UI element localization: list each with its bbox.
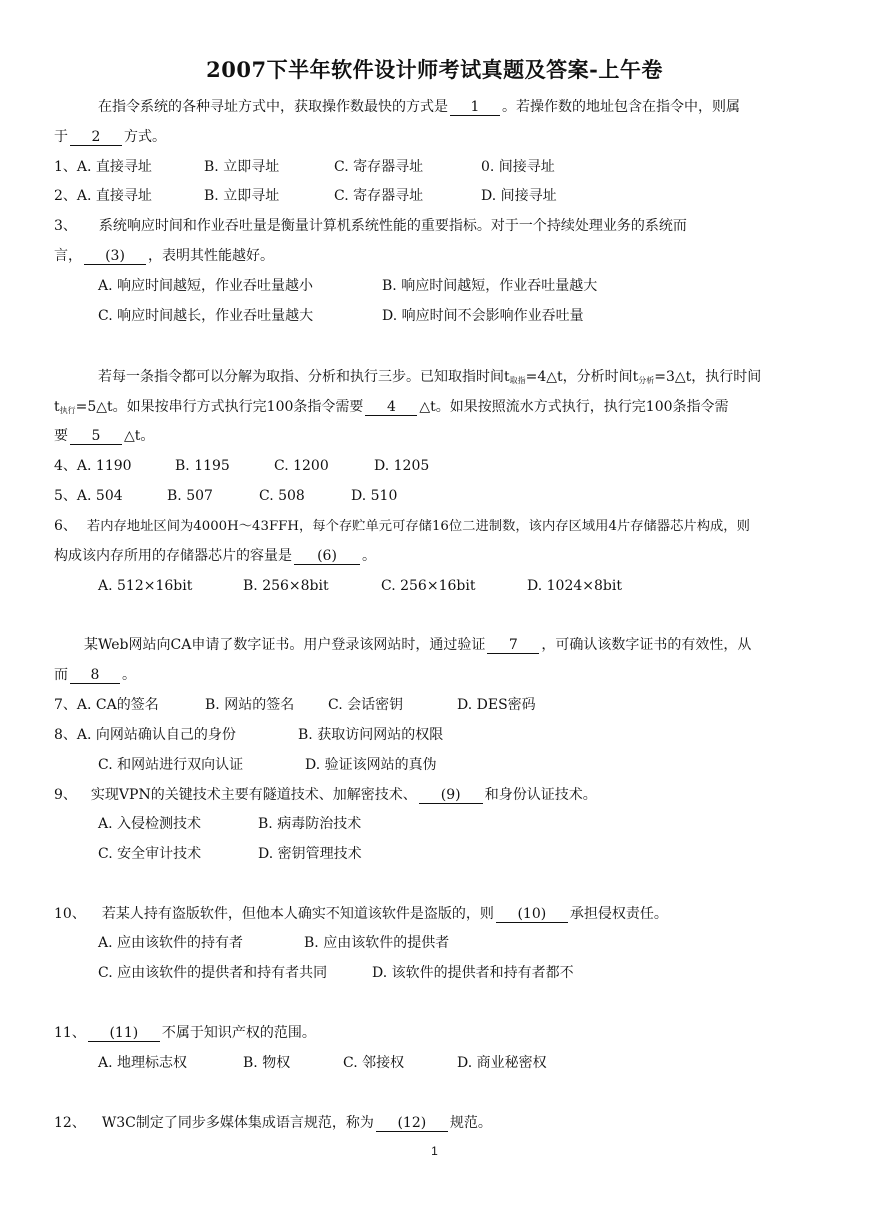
q1-2-intro-line1 [98, 97, 740, 117]
option-d: D. 间接寻址 [481, 188, 557, 204]
option-c: C. 安全审计技术 [98, 846, 202, 862]
question-number: 5、 [54, 488, 77, 504]
question-12-stem [54, 1113, 492, 1133]
question-number: 9、 [54, 787, 77, 803]
answer-blank-2: 2 [70, 129, 122, 146]
option-b: B. 响应时间越短，作业吞吐量越大 [382, 278, 598, 294]
q1-2-intro-line2 [54, 127, 166, 147]
option-c: C. 邻接权 [343, 1055, 405, 1071]
question-11-stem [54, 1023, 316, 1043]
option-a: A. 1190 [76, 458, 132, 474]
option-c: C. 应由该软件的提供者和持有者共同 [98, 965, 328, 981]
option-d: D. DES密码 [457, 697, 536, 713]
question-text: 和身份认证技术。 [484, 787, 597, 803]
question-text: 言， [54, 248, 82, 264]
option-c: C. 响应时间越长，作业吞吐量越大 [98, 308, 314, 324]
question-number: 11、 [54, 1025, 86, 1041]
intro-text: 而 [54, 667, 68, 683]
answer-blank-11: (11) [88, 1025, 160, 1042]
intro-text: =5△t。如果按串行方式执行完100条指令需要 [75, 399, 364, 415]
option-b: B. 256×8bit [243, 578, 329, 594]
option-a: A. 向网站确认自己的身份 [76, 727, 236, 743]
option-b: B. 立即寻址 [204, 159, 280, 175]
answer-blank-12: (12) [376, 1115, 448, 1132]
question-text: 。 [362, 548, 376, 564]
option-b: B. 病毒防治技术 [258, 816, 362, 832]
q4-5-intro-line2 [54, 397, 729, 421]
intro-text: △t。 [124, 428, 155, 444]
option-c: C. 会话密钥 [328, 697, 404, 713]
intro-text: 。 [122, 667, 136, 683]
question-number: 4、 [54, 458, 77, 474]
option-d: D. 1205 [374, 458, 430, 474]
option-a: A. 512×16bit [98, 578, 193, 594]
intro-text: 要 [54, 428, 68, 444]
question-number: 2、 [54, 188, 77, 204]
intro-text: △t。如果按照流水方式执行，执行完100条指令需 [419, 399, 729, 415]
option-b: B. 应由该软件的提供者 [304, 935, 450, 951]
option-c: C. 寄存器寻址 [334, 188, 424, 204]
question-text: ，表明其性能越好。 [148, 248, 274, 264]
option-b: B. 1195 [175, 458, 230, 474]
question-7-options [54, 695, 159, 715]
question-9-stem [54, 785, 597, 805]
question-1-options [54, 157, 152, 177]
option-d: D. 1024×8bit [527, 578, 622, 594]
intro-text: 。若操作数的地址包含在指令中，则属 [502, 99, 740, 115]
option-c: C. 256×16bit [381, 578, 476, 594]
intro-text: 若每一条指令都可以分解为取指、分析和执行三步。已知取指时间t [98, 369, 510, 385]
page-number: 1 [431, 1144, 438, 1158]
intro-text: ，可确认该数字证书的有效性，从 [541, 637, 752, 653]
option-a: A. 直接寻址 [76, 159, 152, 175]
question-5-options [54, 486, 123, 506]
option-b: B. 网站的签名 [205, 697, 295, 713]
option-d: D. 验证该网站的真伪 [305, 757, 437, 773]
question-text: 实现VPN的关键技术主要有隧道技术、加解密技术、 [90, 787, 417, 803]
option-b: B. 507 [167, 488, 213, 504]
question-number: 3、 [54, 218, 77, 234]
question-4-options [54, 456, 132, 476]
page-title: 2007下半年软件设计师考试真题及答案-上午卷 [206, 57, 663, 82]
intro-text: t [54, 399, 60, 415]
q4-5-intro-line3 [54, 426, 154, 446]
answer-blank-9: (9) [419, 787, 483, 804]
option-a: A. 入侵检测技术 [98, 816, 202, 832]
question-number: 1、 [54, 159, 77, 175]
intro-text: 在指令系统的各种寻址方式中，获取操作数最快的方式是 [98, 99, 448, 115]
option-b: B. 获取访问网站的权限 [298, 727, 444, 743]
answer-blank-3: (3) [84, 248, 146, 265]
option-b: B. 物权 [243, 1055, 291, 1071]
question-text: W3C制定了同步多媒体集成语言规范，称为 [101, 1115, 374, 1131]
answer-blank-5: 5 [70, 428, 122, 445]
question-2-options [54, 186, 152, 206]
option-a: A. 504 [76, 488, 123, 504]
option-d: D. 响应时间不会影响作业吞吐量 [382, 308, 584, 324]
question-3-stem [54, 216, 687, 236]
intro-text: 于 [54, 129, 68, 145]
question-3-stem-line2 [54, 246, 274, 266]
question-6-stem [54, 516, 750, 537]
option-d: 0. 间接寻址 [481, 159, 555, 175]
question-10-stem [54, 904, 668, 924]
question-8-options [54, 725, 236, 745]
option-c: C. 508 [259, 488, 305, 504]
question-number: 7、 [54, 697, 77, 713]
answer-blank-4: 4 [365, 399, 417, 416]
option-c: C. 和网站进行双向认证 [98, 757, 244, 773]
option-a: A. 直接寻址 [76, 188, 152, 204]
question-text: 构成该内存所用的存储器芯片的容量是 [54, 548, 292, 564]
intro-text: 某Web网站向CA申请了数字证书。用户登录该网站时，通过验证 [84, 637, 486, 653]
subscript: 分析 [638, 376, 655, 385]
q7-8-intro-line1 [84, 635, 751, 655]
answer-blank-6: (6) [294, 548, 360, 565]
question-text: 规范。 [449, 1115, 492, 1131]
question-text: 不属于知识产权的范围。 [161, 1025, 316, 1041]
answer-blank-7: 7 [487, 637, 539, 654]
intro-text: =3△t，执行时间 [654, 369, 762, 385]
question-6-stem-line2 [54, 546, 376, 566]
subscript: 执行 [59, 406, 76, 415]
option-c: C. 1200 [274, 458, 329, 474]
option-b: B. 立即寻址 [204, 188, 280, 204]
option-a: A. CA的签名 [76, 697, 159, 713]
question-text: 若某人持有盗版软件，但他本人确实不知道该软件是盗版的，则 [101, 906, 494, 922]
option-d: D. 密钥管理技术 [258, 846, 362, 862]
question-number: 10、 [54, 906, 86, 922]
q7-8-intro-line2 [54, 665, 136, 685]
answer-blank-8: 8 [70, 667, 120, 684]
option-d: D. 510 [351, 488, 398, 504]
question-text: 系统响应时间和作业吞吐量是衡量计算机系统性能的重要指标。对于一个持续处理业务的系统而 [98, 218, 687, 234]
option-c: C. 寄存器寻址 [334, 159, 424, 175]
option-a: A. 地理标志权 [98, 1055, 188, 1071]
question-text: 承担侵权责任。 [569, 906, 668, 922]
question-number: 8、 [54, 727, 77, 743]
intro-text: 方式。 [124, 129, 166, 145]
intro-text: =4△t，分析时间t [525, 369, 639, 385]
question-number: 6、 [54, 518, 77, 534]
question-text: 若内存地址区间为4000H～43FFH，每个存贮单元可存储16位二进制数，该内存区域用4片存储器芯片构成，则 [86, 519, 750, 534]
answer-blank-10: (10) [496, 906, 568, 923]
option-a: A. 响应时间越短，作业吞吐量越小 [98, 278, 314, 294]
option-a: A. 应由该软件的持有者 [98, 935, 244, 951]
option-d: D. 商业秘密权 [457, 1055, 547, 1071]
subscript: 取指 [509, 376, 526, 385]
question-number: 12、 [54, 1115, 86, 1131]
q4-5-intro-line1 [98, 367, 761, 391]
answer-blank-1: 1 [450, 99, 500, 116]
option-d: D. 该软件的提供者和持有者都不 [372, 965, 574, 981]
